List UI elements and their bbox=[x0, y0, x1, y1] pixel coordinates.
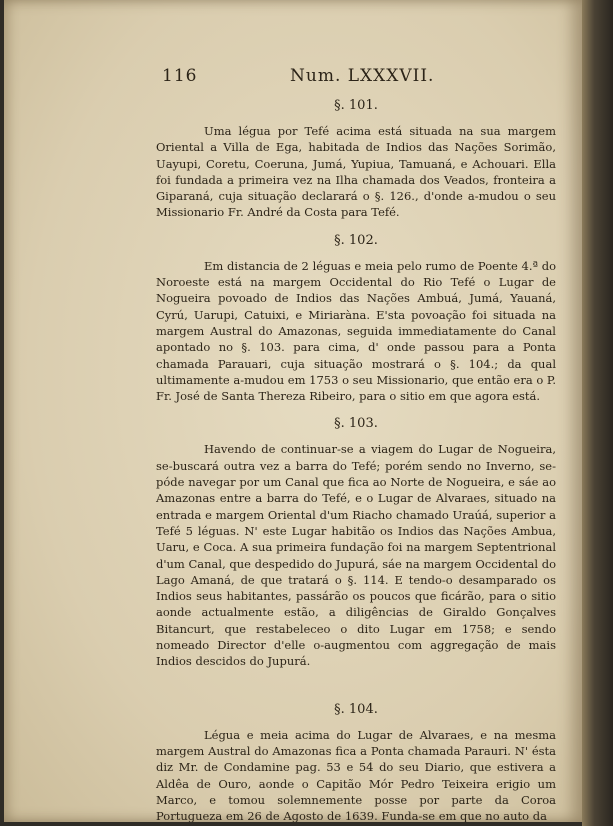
section-heading-103: §. 103. bbox=[334, 416, 378, 432]
section-paragraph-101: Uma légua por Tefé acima está situada na sua margem Oriental a Villa de Ega, habitada de Indios das Nações Sorimão, Uayupi, Coretu, Coeruna, Jumá, Yupiua, Tamuaná, e Achouari. Ella foi fundada a primeira vez na Ilha chamada dos Veados, fronteira a Giparaná, cuja situação declarará o §. 126., d'onde a-mudou o seu Missionario Fr. André da Costa para Tefé. bbox=[156, 124, 556, 220]
running-header bbox=[156, 66, 556, 92]
section-paragraph-103: Havendo de continuar-se a viagem do Lugar de Nogueira, se-buscará outra vez a barra do Tefé; porém sendo no Inverno, se-póde navegar por um Canal que fica ao Norte de Nogueira, e sáe ao Amazonas entre a barra do Tefé, e o Lugar de Alvaraes, situado na entrada e margem Oriental d'um Riacho chamado Uraúá, superior a Tefé 5 léguas. N' este Lugar habitão os Indios das Nações Ambua, Uaru, e Coca. A sua primeira fundação foi na margem Septentrional d'um Canal, que despedido do Jupurá, sáe na margem Occidental do Lago Amaná, de que tratará o §. 114. E tendo-o desamparado os Indios seus habitantes, passárão os poucos que ficárão, para o sitio aonde actualmente estão, a diligências de Giraldo Gonçalves Bitancurt, que restabeleceo o dito Lugar em 1758; e sendo nomeado Director d'elle o-augmentou com aggregação de mais Indios descidos do Jupurá. bbox=[156, 442, 557, 669]
running-title: Num. LXXXVII. bbox=[290, 66, 435, 86]
page-text-block bbox=[156, 66, 556, 822]
book-page bbox=[4, 0, 582, 822]
page-number: 116 bbox=[162, 66, 198, 86]
book-gutter bbox=[582, 0, 613, 826]
paragraph-spacer bbox=[156, 682, 556, 696]
section-paragraph-104: Légua e meia acima do Lugar de Alvaraes, e na mesma margem Austral do Amazonas fica a Ponta chamada Parauri. N' ésta diz Mr. de Condamine pag. 53 e 54 do seu Diario, que estivera a Aldêa de Ouro, aonde o Capitão Mór Pedro Teixeira erigio um Marco, e tomou solemnemente posse por parte da Coroa Portugueza em 26 de Agosto de 1639. Funda-se em que no auto da bbox=[156, 727, 556, 822]
section-heading-102: §. 102. bbox=[334, 232, 378, 248]
section-heading-104: §. 104. bbox=[334, 701, 378, 717]
section-paragraph-102: Em distancia de 2 léguas e meia pelo rumo de Poente 4.ª do Noroeste está na margem Occidental do Rio Tefé o Lugar de Nogueira povoado de Indios das Nações Ambuá, Jumá, Yauaná, Cyrú, Uarupi, Catuixi, e Miriaràna. E'sta povoação foi situada na margem Austral do Amazonas, seguida immediatamente do Canal apontado no §. 103. para cima, d' onde passou para a Ponta chamada Parauari, cuja situação mostrará o §. 104.; da qual ultimamente a-mudou em 1753 o seu Missionario, que então era o P. Fr. José de Santa Thereza Ribeiro, para o sitio em que agora está. bbox=[156, 258, 556, 404]
section-heading-101: §. 101. bbox=[334, 98, 378, 113]
